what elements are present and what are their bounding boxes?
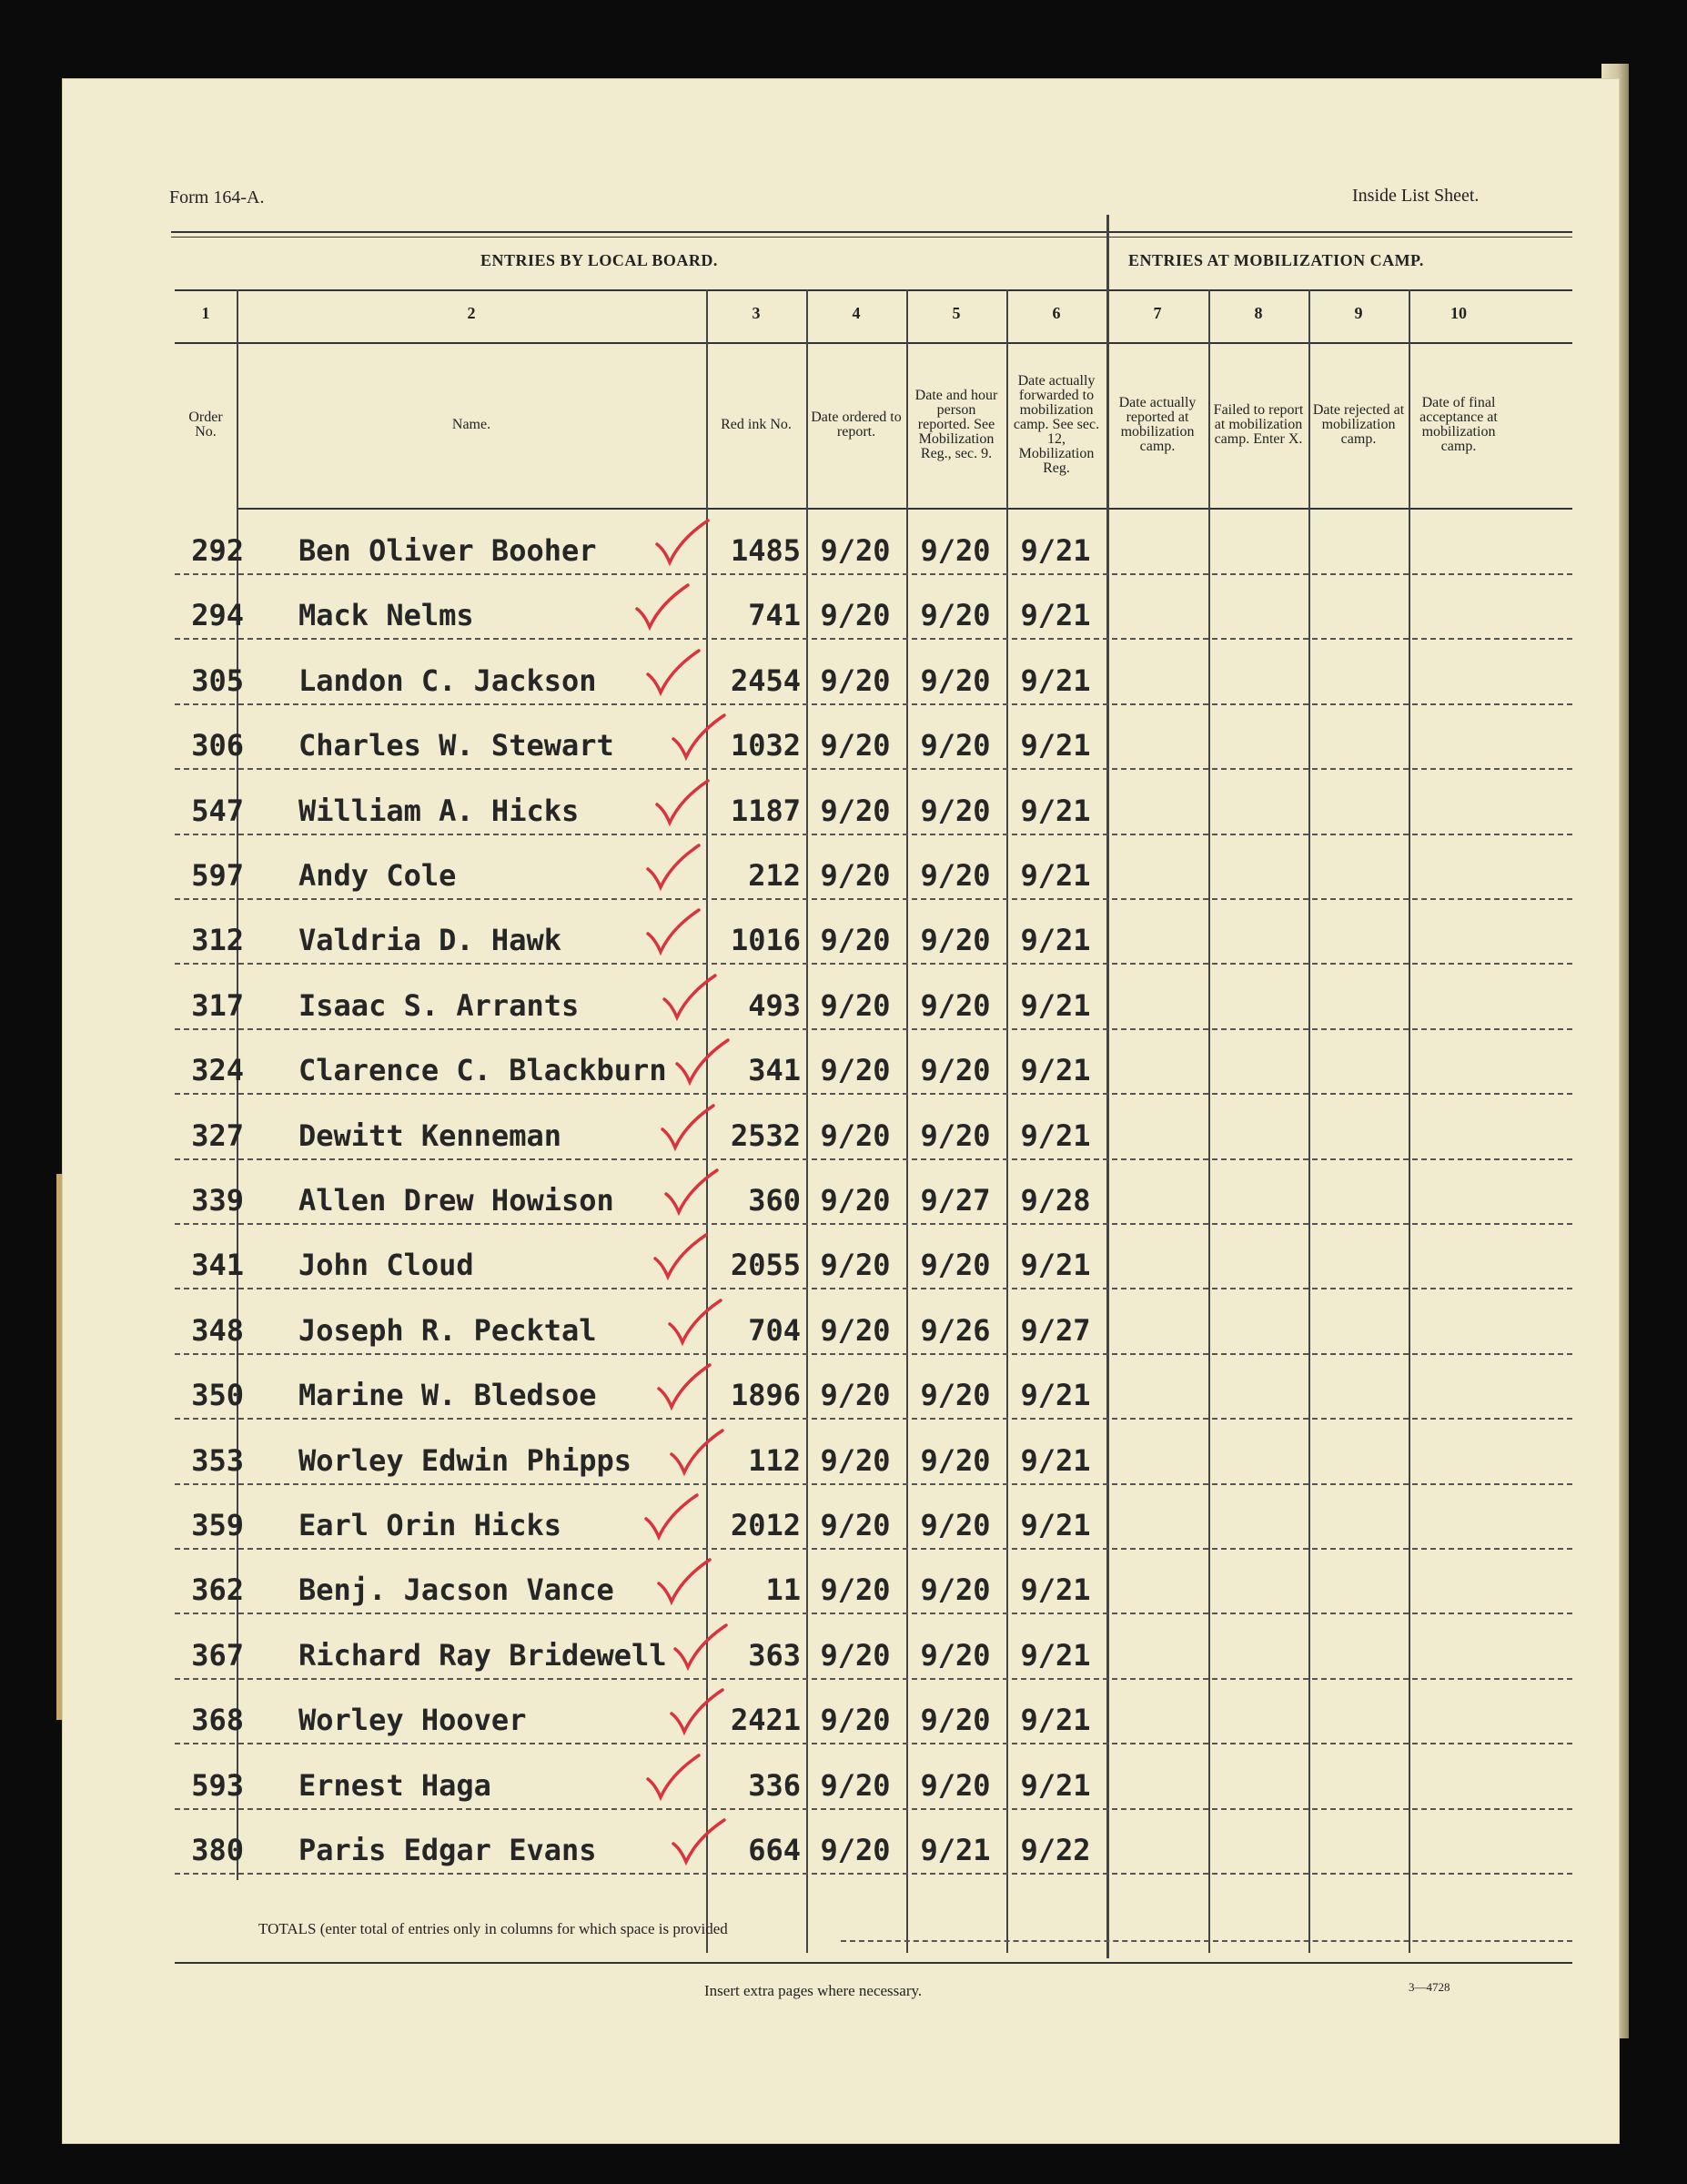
row-rule — [175, 1418, 1572, 1420]
header-rule-3 — [237, 508, 1572, 510]
date-forwarded: 9/21 — [1020, 1442, 1091, 1478]
column-number-camp-reported: 7 — [1153, 304, 1162, 322]
registrant-name: Isaac S. Arrants — [298, 987, 580, 1023]
date-forwarded: 9/28 — [1020, 1183, 1091, 1218]
registrant-name: John Cloud — [298, 1248, 474, 1283]
registrant-name: Benj. Jacson Vance — [298, 1572, 614, 1608]
column-header-ordered: Date ordered to report. — [811, 410, 902, 440]
order-no: 380 — [191, 1833, 244, 1867]
date-forwarded: 9/21 — [1020, 1117, 1091, 1153]
totals-line — [841, 1940, 1572, 1942]
date-reported: 9/20 — [920, 923, 991, 958]
section-local-board: ENTRIES BY LOCAL BOARD. — [480, 251, 718, 269]
column-header-order: Order No. — [188, 410, 223, 440]
check-mark-icon — [668, 1427, 726, 1478]
red-ink-no: 112 — [748, 1442, 801, 1478]
order-no: 593 — [191, 1767, 244, 1803]
column-divider — [806, 289, 808, 1953]
date-reported: 9/20 — [920, 1703, 991, 1738]
date-forwarded: 9/21 — [1020, 1248, 1091, 1283]
row-rule — [175, 1873, 1572, 1875]
order-no: 327 — [191, 1117, 244, 1153]
registrant-name: Worley Hoover — [298, 1703, 527, 1738]
date-ordered: 9/20 — [820, 1442, 891, 1478]
order-no: 597 — [191, 858, 244, 893]
check-mark-icon — [653, 777, 712, 828]
date-reported: 9/27 — [920, 1183, 991, 1218]
order-no: 312 — [191, 923, 244, 958]
order-no: 305 — [191, 662, 244, 698]
order-no: 324 — [191, 1053, 244, 1088]
column-number-red-ink: 3 — [752, 304, 761, 322]
registrant-name: William A. Hicks — [298, 793, 580, 828]
form-number: Form 164-A. — [169, 187, 265, 207]
order-no: 362 — [191, 1572, 244, 1608]
registrant-name: Worley Edwin Phipps — [298, 1442, 632, 1478]
date-forwarded: 9/21 — [1020, 987, 1091, 1023]
red-ink-no: 493 — [748, 987, 801, 1023]
red-ink-no: 360 — [748, 1183, 801, 1218]
date-ordered: 9/20 — [820, 1312, 891, 1348]
row-rule — [175, 963, 1572, 965]
column-divider — [1409, 289, 1410, 1953]
section-mobilization-camp: ENTRIES AT MOBILIZATION CAMP. — [1128, 251, 1424, 269]
date-forwarded: 9/21 — [1020, 598, 1091, 633]
top-rule — [171, 231, 1572, 233]
red-ink-no: 363 — [748, 1637, 801, 1673]
row-rule — [175, 1223, 1572, 1225]
date-reported: 9/20 — [920, 987, 991, 1023]
date-forwarded: 9/21 — [1020, 793, 1091, 828]
check-mark-icon — [670, 1816, 728, 1867]
red-ink-no: 1896 — [730, 1378, 801, 1413]
form-sheet — [62, 78, 1620, 2144]
date-reported: 9/21 — [920, 1833, 991, 1867]
registrant-name: Ben Oliver Booher — [298, 533, 597, 568]
order-no: 341 — [191, 1248, 244, 1283]
row-rule — [175, 1678, 1572, 1680]
date-forwarded: 9/21 — [1020, 662, 1091, 698]
row-rule — [175, 1028, 1572, 1030]
red-ink-no: 2532 — [730, 1117, 801, 1153]
registrant-name: Clarence C. Blackburn — [298, 1053, 667, 1088]
row-rule — [175, 1158, 1572, 1160]
row-rule — [175, 1808, 1572, 1810]
check-mark-icon — [672, 1622, 730, 1673]
order-no: 339 — [191, 1183, 244, 1218]
column-header-red-ink: Red ink No. — [721, 417, 792, 432]
red-ink-no: 741 — [748, 598, 801, 633]
row-rule — [175, 1093, 1572, 1095]
header-rule-2 — [175, 342, 1572, 344]
date-reported: 9/20 — [920, 1637, 991, 1673]
date-reported: 9/20 — [920, 1442, 991, 1478]
order-no: 353 — [191, 1442, 244, 1478]
date-forwarded: 9/21 — [1020, 858, 1091, 893]
check-mark-icon — [644, 1752, 702, 1803]
date-forwarded: 9/27 — [1020, 1312, 1091, 1348]
registrant-name: Marine W. Bledsoe — [298, 1378, 597, 1413]
registrant-name: Andy Cole — [298, 858, 457, 893]
date-forwarded: 9/21 — [1020, 533, 1091, 568]
row-rule — [175, 638, 1572, 640]
red-ink-no: 1187 — [730, 793, 801, 828]
row-rule — [175, 1613, 1572, 1614]
date-forwarded: 9/21 — [1020, 923, 1091, 958]
registrant-name: Richard Ray Bridewell — [298, 1637, 667, 1673]
check-mark-icon — [662, 1167, 721, 1218]
column-number-forwarded: 6 — [1052, 304, 1061, 322]
order-no: 294 — [191, 598, 244, 633]
red-ink-no: 1016 — [730, 923, 801, 958]
check-mark-icon — [633, 581, 692, 632]
row-rule — [175, 768, 1572, 770]
column-header-accepted: Date of final acceptance at mobilization camp. — [1419, 395, 1498, 454]
row-rule — [175, 1548, 1572, 1550]
registrant-name: Ernest Haga — [298, 1767, 491, 1803]
date-reported: 9/20 — [920, 1572, 991, 1608]
red-ink-no: 1032 — [730, 728, 801, 763]
column-number-name: 2 — [467, 304, 476, 322]
red-ink-no: 2454 — [730, 662, 801, 698]
order-no: 348 — [191, 1312, 244, 1348]
check-mark-icon — [668, 1686, 726, 1737]
column-divider — [1208, 289, 1210, 1953]
date-reported: 9/20 — [920, 1767, 991, 1803]
date-ordered: 9/20 — [820, 858, 891, 893]
column-number-failed: 8 — [1254, 304, 1263, 322]
check-mark-icon — [644, 906, 702, 957]
red-ink-no: 2055 — [730, 1248, 801, 1283]
date-ordered: 9/20 — [820, 987, 891, 1023]
date-ordered: 9/20 — [820, 728, 891, 763]
date-forwarded: 9/21 — [1020, 1703, 1091, 1738]
column-header-camp-reported: Date actually reported at mobilization camp. — [1118, 395, 1197, 454]
date-forwarded: 9/21 — [1020, 1637, 1091, 1673]
red-ink-no: 704 — [748, 1312, 801, 1348]
column-divider — [906, 289, 908, 1953]
red-ink-no: 2012 — [730, 1508, 801, 1542]
bottom-rule — [175, 1962, 1572, 1964]
sheet-type: Inside List Sheet. — [1352, 186, 1480, 206]
date-ordered: 9/20 — [820, 1767, 891, 1803]
registrant-name: Allen Drew Howison — [298, 1183, 614, 1218]
red-ink-no: 1485 — [730, 533, 801, 568]
column-header-failed: Failed to report at mobilization camp. Enter X. — [1213, 402, 1304, 447]
row-rule — [175, 834, 1572, 835]
row-rule — [175, 703, 1572, 705]
row-rule — [175, 1353, 1572, 1355]
date-forwarded: 9/21 — [1020, 1053, 1091, 1088]
order-no: 350 — [191, 1378, 244, 1413]
order-no: 359 — [191, 1508, 244, 1542]
date-reported: 9/20 — [920, 1508, 991, 1542]
date-ordered: 9/20 — [820, 923, 891, 958]
date-ordered: 9/20 — [820, 1117, 891, 1153]
date-reported: 9/20 — [920, 1053, 991, 1088]
red-ink-no: 11 — [765, 1572, 801, 1608]
check-mark-icon — [666, 1297, 724, 1348]
registrant-name: Landon C. Jackson — [298, 662, 597, 698]
column-header-rejected: Date rejected at mobilization camp. — [1312, 402, 1405, 447]
order-no: 367 — [191, 1637, 244, 1673]
date-reported: 9/20 — [920, 1378, 991, 1413]
date-ordered: 9/20 — [820, 1572, 891, 1608]
date-reported: 9/20 — [920, 662, 991, 698]
check-mark-icon — [655, 1556, 713, 1607]
column-number-ordered: 4 — [852, 304, 861, 322]
date-ordered: 9/20 — [820, 1378, 891, 1413]
row-rule — [175, 573, 1572, 575]
order-no: 317 — [191, 987, 244, 1023]
row-rule — [175, 1288, 1572, 1289]
date-ordered: 9/20 — [820, 1703, 891, 1738]
registrant-name: Paris Edgar Evans — [298, 1833, 597, 1867]
red-ink-no: 341 — [748, 1053, 801, 1088]
red-ink-no: 2421 — [730, 1703, 801, 1738]
totals-label: TOTALS (enter total of entries only in columns for which space is provided — [258, 1920, 728, 1937]
column-divider — [1308, 289, 1310, 1953]
red-ink-no: 212 — [748, 858, 801, 893]
check-mark-icon — [661, 972, 719, 1023]
date-ordered: 9/20 — [820, 533, 891, 568]
order-no: 292 — [191, 533, 244, 568]
registrant-name: Charles W. Stewart — [298, 728, 614, 763]
date-reported: 9/20 — [920, 598, 991, 633]
registrant-name: Earl Orin Hicks — [298, 1508, 561, 1542]
date-ordered: 9/20 — [820, 1053, 891, 1088]
check-mark-icon — [655, 1361, 713, 1412]
insert-note: Insert extra pages where necessary. — [704, 1982, 923, 1999]
date-forwarded: 9/21 — [1020, 1572, 1091, 1608]
column-number-order: 1 — [201, 304, 210, 322]
red-ink-no: 664 — [748, 1833, 801, 1867]
date-forwarded: 9/21 — [1020, 1767, 1091, 1803]
red-ink-no: 336 — [748, 1767, 801, 1803]
header-rule-1 — [175, 289, 1572, 291]
date-reported: 9/20 — [920, 1248, 991, 1283]
date-reported: 9/20 — [920, 858, 991, 893]
check-mark-icon — [642, 1491, 701, 1542]
date-ordered: 9/20 — [820, 1833, 891, 1867]
column-header-forwarded: Date actually forwarded to mobilization camp. See sec. 12, Mobilization Reg. — [1013, 373, 1100, 476]
order-no: 547 — [191, 793, 244, 828]
date-ordered: 9/20 — [820, 1637, 891, 1673]
row-rule — [175, 1483, 1572, 1485]
check-mark-icon — [644, 647, 702, 698]
date-forwarded: 9/21 — [1020, 728, 1091, 763]
date-ordered: 9/20 — [820, 662, 891, 698]
date-forwarded: 9/22 — [1020, 1833, 1091, 1867]
row-rule — [175, 1743, 1572, 1744]
date-ordered: 9/20 — [820, 598, 891, 633]
check-mark-icon — [644, 842, 702, 893]
top-rule-thin — [171, 237, 1572, 238]
column-header-reported: Date and hour person reported. See Mobilization Reg., sec. 9. — [914, 388, 998, 461]
check-mark-icon — [670, 712, 728, 763]
print-code: 3—4728 — [1409, 1980, 1450, 1994]
column-divider — [1106, 215, 1109, 1958]
check-mark-icon — [653, 517, 712, 568]
date-ordered: 9/20 — [820, 1183, 891, 1218]
column-number-rejected: 9 — [1354, 304, 1363, 322]
date-forwarded: 9/21 — [1020, 1508, 1091, 1542]
order-no: 306 — [191, 728, 244, 763]
check-mark-icon — [652, 1231, 710, 1282]
registrant-name: Joseph R. Pecktal — [298, 1312, 597, 1348]
date-reported: 9/26 — [920, 1312, 991, 1348]
check-mark-icon — [659, 1102, 717, 1153]
registrant-name: Dewitt Kenneman — [298, 1117, 561, 1153]
date-reported: 9/20 — [920, 728, 991, 763]
column-number-reported: 5 — [952, 304, 961, 322]
registrant-name: Mack Nelms — [298, 598, 474, 633]
order-no: 368 — [191, 1703, 244, 1738]
column-header-name: Name. — [451, 417, 491, 432]
registrant-name: Valdria D. Hawk — [298, 923, 561, 958]
date-ordered: 9/20 — [820, 1248, 891, 1283]
row-rule — [175, 898, 1572, 900]
date-reported: 9/20 — [920, 533, 991, 568]
date-reported: 9/20 — [920, 793, 991, 828]
date-ordered: 9/20 — [820, 793, 891, 828]
date-ordered: 9/20 — [820, 1508, 891, 1542]
date-forwarded: 9/21 — [1020, 1378, 1091, 1413]
column-number-accepted: 10 — [1450, 304, 1467, 322]
date-reported: 9/20 — [920, 1117, 991, 1153]
check-mark-icon — [673, 1036, 732, 1087]
